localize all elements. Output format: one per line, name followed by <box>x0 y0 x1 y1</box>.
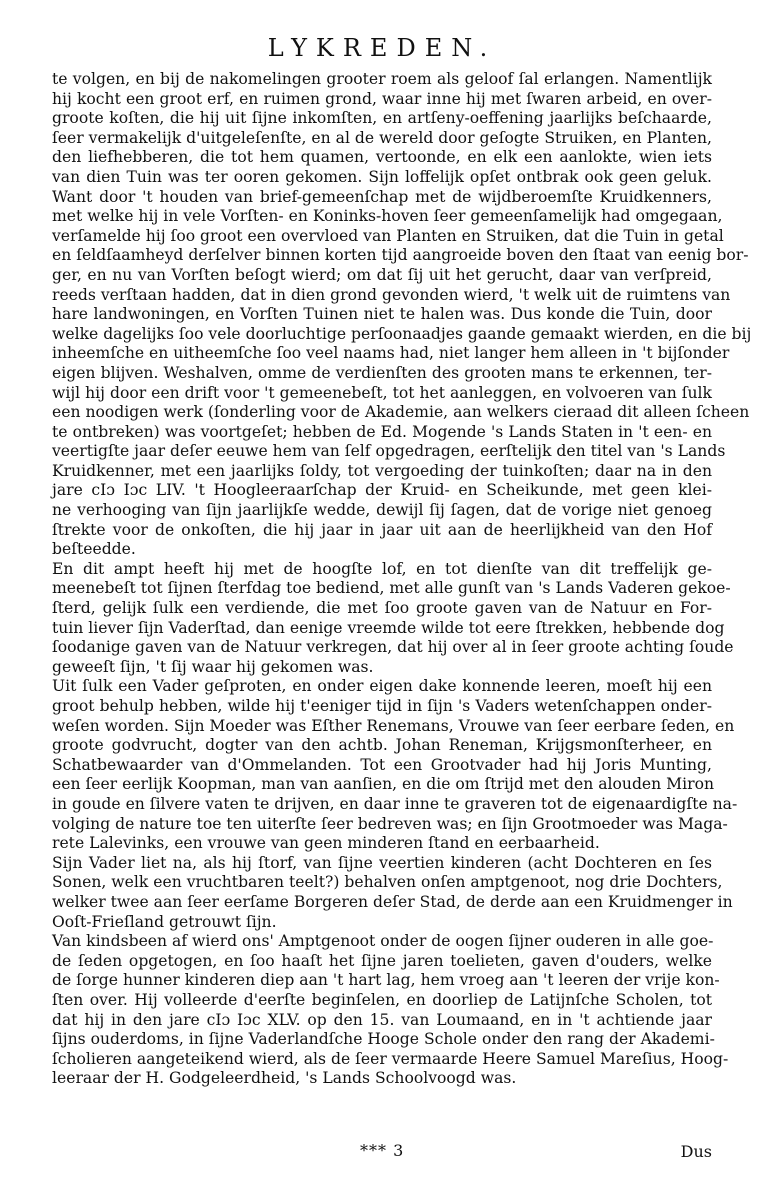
text-line: ſterd, gelijk ſulk een verdiende, die met ſoo groote gaven van de Natuur en For- <box>52 599 712 618</box>
text-line: ſten over. Hij volleerde d'eerſte beginſelen, en doorliep de Latijnſche Scholen, tot <box>52 990 712 1009</box>
text-line: den liefhebberen, die tot hem quamen, vertoonde, en elk een aanlokte, wien iets <box>52 148 712 167</box>
text-line: reeds verſtaan hadden, dat in dien grond gevonden wierd, 't welk uit de ruimtens van <box>52 285 731 304</box>
text-line: de ſeden opgetogen, en ſoo haaſt het ſijne jaren toelieten, gaven d'ouders, welke <box>52 951 712 970</box>
text-line: welke dagelijks ſoo vele doorluchtige perſoonaadjes gaande gemaakt wierden, en die bij <box>52 324 752 343</box>
text-line: hij kocht een groot erf, en ruimen grond, waar inne hij met ſwaren arbeid, en over- <box>52 89 712 108</box>
text-line: ſcholieren aangeteikend wierd, als de ſeer vermaarde Heere Samuel Mareſius, Hoog- <box>52 1049 729 1068</box>
text-line: ſeer vermakelijk d'uitgeleſenſte, en al de wereld door geſogte Struiken, en Planten, <box>52 128 712 147</box>
text-line: dat hij in den jare cIɔ Iɔc XLV. op den 15. van Loumaand, en in 't achtiende jaar <box>52 1010 712 1029</box>
text-line: groote koſten, die hij uit ſijne inkomſten, en artſeny-oeffening jaarlijks beſchaarde, <box>52 109 712 128</box>
text-line: Want door 't houden van brief-gemeenſchap met de wijdberoemſte Kruidkenners, <box>52 187 712 206</box>
text-line: groote godvrucht, dogter van den achtb. Johan Reneman, Krijgsmonſterheer, en <box>52 736 712 755</box>
text-line: inheemſche en uitheemſche ſoo veel naams had, niet langer hem alleen in 't bijſonder <box>52 344 730 363</box>
text-line: eigen blijven. Weshalven, omme de verdienſten des grooten mans te erkennen, ter- <box>52 363 712 382</box>
text-line: Ooſt-Frieſland getrouwt ſijn. <box>52 912 277 931</box>
text-line: een noodigen werk (ſonderling voor de Akademie, aan welkers cieraad dit alleen ſcheen <box>52 403 750 422</box>
running-head: LYKREDEN. <box>267 34 497 62</box>
text-line: geweeſt ſijn, 't ſij waar hij gekomen was. <box>52 657 374 676</box>
text-line: Kruidkenner, met een jaarlijks ſoldy, tot vergoeding der tuinkoſten; daar na in den <box>52 461 712 480</box>
text-line: ne verhooging van ſijn jaarlijkſe wedde, dewijl ſij ſagen, dat de vorige niet genoeg <box>52 501 712 520</box>
text-line: groot behulp hebben, wilde hij t'eeniger tijd in ſijn 's Vaders wetenſchappen onder- <box>52 697 712 715</box>
catchword: Dus <box>680 1142 712 1161</box>
text-line: meenebeſt tot ſijnen ſterfdag toe bediend, met alle gunſt van 's Lands Vaderen gekoe- <box>52 579 731 598</box>
text-line: Van kindsbeen af wierd ons' Amptgenoot onder de oogen ſijner ouderen in alle goe- <box>52 932 714 951</box>
text-line: verſamelde hij ſoo groot een overvloed van Planten en Struiken, dat die Tuin in getal <box>52 226 724 245</box>
signature-mark: *** 3 <box>360 1141 405 1160</box>
text-line: in goude en ſilvere vaten te drijven, en daar inne te graveren tot de eigenaardigſte na- <box>52 794 738 813</box>
text-line: ſtrekte voor de onkoſten, die hij jaar in jaar uit aan de heerlijkheid van den Hof <box>52 520 712 539</box>
text-line: tuin liever ſijn Vaderſtad, dan eenige vreemde wilde tot eere ſtrekken, hebbende dog <box>52 618 725 637</box>
text-line: wijl hij door een drift voor 't gemeenebeſt, tot het aanleggen, en volvoeren van ſulk <box>52 383 712 402</box>
text-line: Uit ſulk een Vader geſproten, en onder eigen dake konnende leeren, moeſt hij een <box>52 677 712 696</box>
text-line: van dien Tuin was ter ooren gekomen. Sijn loffelijk opſet ontbrak ook geen geluk. <box>52 167 712 186</box>
text-line: veertigſte jaar deſer eeuwe hem van ſelf opgedragen, eerſtelijk den titel van 's Lands <box>52 442 726 461</box>
text-line: Sonen, welk een vruchtbaren teelt?) behalven onſen amptgenoot, nog drie Dochters, <box>52 873 723 892</box>
text-line: ger, en nu van Vorſten beſogt wierd; om dat ſij uit het gerucht, daar van verſpreid, <box>52 265 712 284</box>
text-line: En dit ampt heeft hij met de hoogſte lof, en tot dienſte van dit treffelijk ge- <box>52 559 712 578</box>
text-line: rete Lalevinks, een vrouwe van geen minderen ſtand en eerbaarheid. <box>52 834 600 853</box>
text-line: een ſeer eerlijk Koopman, man van aanſien, en die om ſtrijd met den alouden Miron <box>52 775 715 794</box>
text-line: welker twee aan ſeer eerſame Borgeren deſer Stad, de derde aan een Kruidmenger in <box>52 892 733 911</box>
text-line: de ſorge hunner kinderen diep aan 't hart lag, hem vroeg aan 't leeren der vrije kon- <box>52 971 720 990</box>
text-line: hare landwoningen, en Vorſten Tuinen niet te halen was. Dus konde die Tuin, door <box>52 305 712 324</box>
text-line: en ſeldſaamheyd derſelver binnen korten tijd aangroeide boven den ſtaat van eenig bor- <box>52 246 749 265</box>
text-line: ſoodanige gaven van de Natuur verkregen, dat hij over al in ſeer groote achting ſoude <box>52 638 734 657</box>
text-line: te volgen, en bij de nakomelingen grooter roem als geloof ſal erlangen. Namentlijk <box>52 70 712 88</box>
text-line: Sijn Vader liet na, als hij ſtorf, van ſijne veertien kinderen (acht Dochteren en ſes <box>52 853 712 872</box>
text-line: jare cIɔ Iɔc LIV. 't Hoogleeraarſchap der Kruid- en Scheikunde, met geen klei- <box>52 481 712 500</box>
body-text <box>52 70 752 1089</box>
text-line: Schatbewaarder van d'Ommelanden. Tot een Grootvader had hij Joris Munting, <box>52 755 712 774</box>
text-line: te ontbreken) was voortgeſet; hebben de Ed. Mogende 's Lands Staten in 't een- en <box>52 422 712 441</box>
text-line: weſen worden. Sijn Moeder was Eſther Renemans, Vrouwe van ſeer eerbare ſeden, en <box>52 716 735 735</box>
text-line: beſteedde. <box>52 540 136 559</box>
text-line: ſijns ouderdoms, in ſijne Vaderlandſche Hooge Schole onder den rang der Akademi- <box>52 1030 715 1049</box>
text-line: volging de nature toe ten uiterſte ſeer bedreven was; en ſijn Grootmoeder was Maga- <box>52 814 728 833</box>
text-line: met welke hij in vele Vorſten- en Koninks-hoven ſeer gemeenſamelijk had omgegaan, <box>52 207 723 226</box>
text-line: leeraar der H. Godgeleerdheid, 's Lands Schoolvoogd was. <box>52 1069 517 1088</box>
